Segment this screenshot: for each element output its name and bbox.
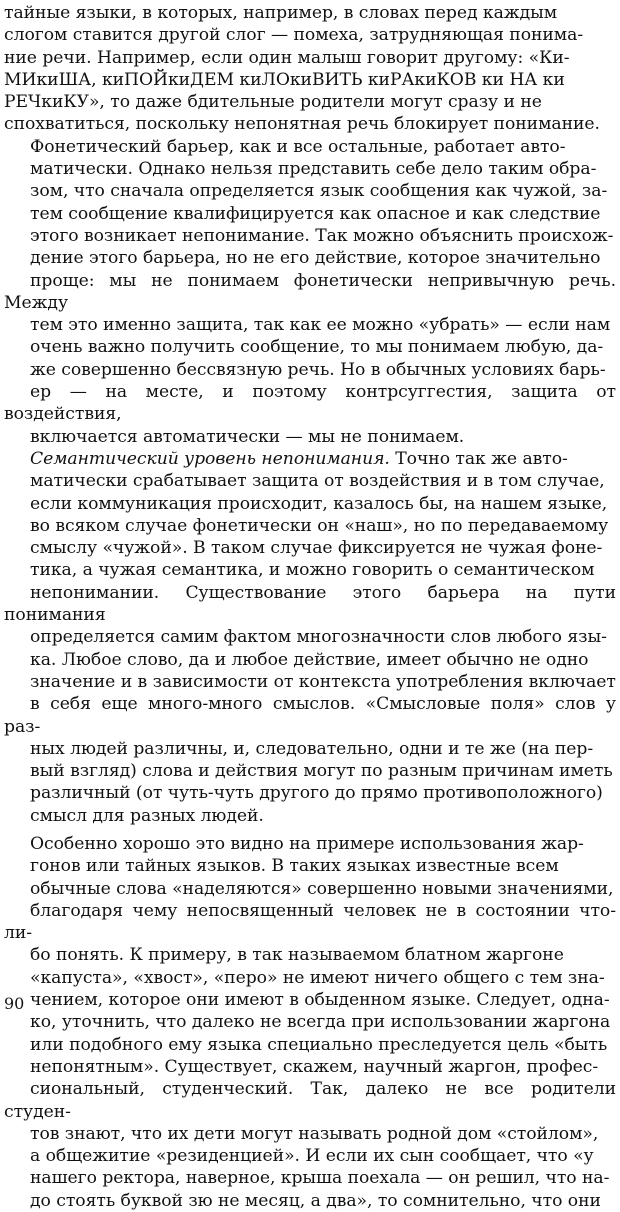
text-line: этого возникает непонимание. Так можно объяснить происхож- <box>30 225 614 246</box>
text-line: непонятным». Существует, скажем, научный жаргон, профес- <box>30 1056 599 1077</box>
text-line: ко, уточнить, что далеко не всегда при использовании жаргона <box>30 1012 611 1033</box>
text-line: чением, которое они имеют в обыденном языке. Следует, одна- <box>30 990 610 1011</box>
text-line: очень важно получить сообщение, то мы понимаем любую, да- <box>30 337 604 358</box>
text-line: ка. Любое слово, да и любое действие, имеет обычно не одно <box>30 649 589 670</box>
text-line: зом, что сначала определяется язык сообщения как чужой, за- <box>30 181 608 202</box>
text-line: если коммуникация происходит, казалось бы, на нашем языке, <box>30 493 608 514</box>
text-line: «капуста», «хвост», «перо» не имеют ничего общего с тем зна- <box>30 967 605 988</box>
text-line: матически срабатывает защита от воздействия и в том случае, <box>30 471 605 492</box>
text-line: обычные слова «наделяются» совершенно новыми значениями, <box>30 878 614 899</box>
text-line: бо понять. К примеру, в так называемом блатном жаргоне <box>30 945 564 966</box>
paragraph-1 <box>4 2 616 136</box>
text-line: нашего ректора, наверное, крыша поехала — он решил, что на- <box>30 1168 610 1189</box>
text-line: или подобного ему языка специально преследуется цель «быть <box>30 1034 608 1055</box>
text-line: проще: мы не понимаем фонетически непривычную речь. Между <box>4 270 616 313</box>
section-lead-italic: Семантический уровень непонимания. <box>30 448 390 469</box>
text-line: ер — на месте, и поэтому контрсуггестия, защита от воздействия, <box>4 382 616 425</box>
text-line: тика, а чужая семантика, и можно говорить о семантическом <box>30 560 595 581</box>
text-line: благодаря чему непосвященный человек не в состоянии что-ли- <box>4 900 616 944</box>
text-line: тайные языки, в которых, например, в словах перед каждым <box>4 3 558 23</box>
text-line: в себя еще много-много смыслов. «Смысловые поля» слов у раз- <box>4 694 616 737</box>
text-line: включается автоматически — мы не понимаем. <box>30 426 465 447</box>
text-line: дение этого барьера, но не его действие, которое значительно <box>30 248 601 269</box>
text-line-first <box>4 448 616 470</box>
text-line: слогом ставится другой слог — помеха, затрудняющая понима- <box>4 25 584 46</box>
text-line: же совершенно бессвязную речь. Но в обычных условиях барь- <box>30 359 606 380</box>
text-line: определяется самим фактом многозначности слов любого язы- <box>30 627 607 648</box>
text-line: смыслу «чужой». В таком случае фиксируется не чужая фоне- <box>30 538 603 559</box>
text-line: спохватиться, поскольку непонятная речь блокирует понимание. <box>4 114 600 135</box>
book-page <box>4 2 616 1211</box>
text-line: значение и в зависимости от контекста употребления включает <box>30 671 616 692</box>
text-line: до стоять буквой зю не месяц, а два», то сомнительно, что они <box>30 1190 601 1211</box>
body-text <box>4 2 616 1212</box>
paragraph-4 <box>4 833 616 1212</box>
paragraph-3 <box>4 448 616 827</box>
text-line: вый взгляд) слова и действия могут по разным причинам иметь <box>30 761 613 782</box>
text-line: тов знают, что их дети могут называть родной дом «стойлом», <box>30 1123 599 1144</box>
text-line: во всяком случае фонетически он «наш», но по передаваемому <box>30 515 609 536</box>
paragraph-2 <box>4 136 616 448</box>
text-line: Фонетический барьер, как и все остальные, работает авто- <box>30 136 566 157</box>
text-line: МИкиША, киПОЙкиДЕМ киЛОкиВИТЬ киРАкиКОВ ки НА ки <box>4 69 565 90</box>
text-line: а общежитие «резиденцией». И если их сын сообщает, что «у <box>30 1146 594 1167</box>
text-line: ных людей различны, и, следовательно, одни и те же (на пер- <box>30 738 594 759</box>
text-line: сиональный, студенческий. Так, далеко не все родители студен- <box>4 1079 616 1122</box>
text-line: различный (от чуть-чуть другого до прямо противоположного) <box>30 783 603 804</box>
text-line: смысл для разных людей. <box>30 805 264 826</box>
text-line: Особенно хорошо это видно на примере использования жар- <box>30 833 584 854</box>
text-line: матически. Однако нельзя представить себе дело таким обра- <box>30 159 597 180</box>
text-line: ние речи. Например, если один малыш говорит другому: «Ки- <box>4 47 570 68</box>
text-line: тем сообщение квалифицируется как опасное и как следствие <box>30 203 601 224</box>
text-line: гонов или тайных языков. В таких языках известные всем <box>30 856 559 877</box>
text-line: тем это именно защита, так как ее можно «убрать» — если нам <box>30 315 611 336</box>
text-line: РЕЧкиКУ», то даже бдительные родители могут сразу и не <box>4 92 542 113</box>
first-line-rest: Точно так же авто- <box>389 448 568 469</box>
text-line: непонимании. Существование этого барьера на пути понимания <box>4 582 616 626</box>
page-number: 90 <box>4 994 25 1013</box>
